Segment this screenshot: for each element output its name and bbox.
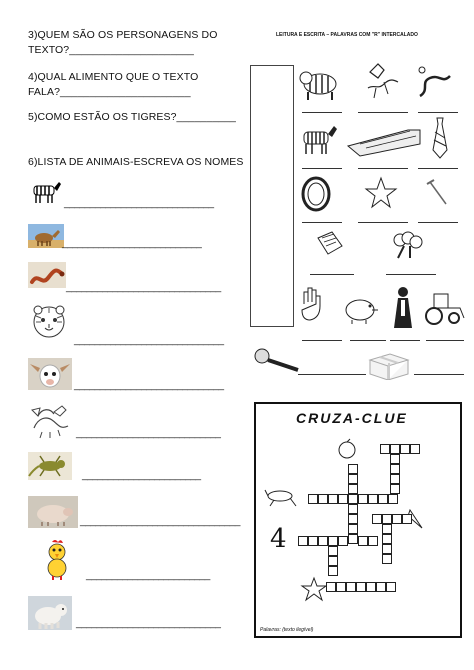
nail-icon — [424, 178, 452, 208]
cricket-clue-icon — [264, 482, 298, 508]
question-6: 6)LISTA DE ANIMAIS-ESCREVA OS NOMES — [28, 156, 244, 168]
microphone-icon — [250, 346, 302, 374]
rooster-icon — [42, 538, 72, 580]
question-4-line-2: FALA?______________________ — [28, 86, 191, 98]
ring-icon — [298, 174, 334, 214]
snake-outline-icon — [414, 62, 454, 102]
answer-line-4[interactable]: _____________________________ — [74, 335, 224, 346]
hand-icon — [298, 280, 328, 322]
crossword-title: CRUZA-CLUE — [296, 410, 408, 426]
zebra-outline-icon — [296, 122, 340, 158]
tractor-icon — [420, 286, 466, 326]
pig-icon — [28, 496, 78, 528]
broccoli-icon — [390, 230, 428, 260]
crossword-footer: Palavras: (texto ilegível) — [260, 627, 314, 633]
crossword-panel — [254, 402, 462, 638]
star-clue-icon — [300, 576, 328, 602]
piggy-bank-icon — [340, 294, 380, 324]
train-icon — [346, 124, 422, 158]
answer-line-7[interactable]: _______________________ — [82, 470, 201, 481]
question-5: 5)COMO ESTÃO OS TIGRES?__________ — [28, 111, 236, 123]
answer-line-8[interactable]: _______________________________ — [80, 516, 241, 527]
snake-icon — [28, 262, 66, 288]
star-icon — [364, 176, 398, 210]
answer-line-9[interactable]: ________________________ — [86, 570, 210, 581]
book-icon — [314, 228, 346, 262]
question-4-line-1: 4)QUAL ALIMENTO QUE O TEXTO — [28, 71, 199, 83]
apple-clue-icon — [336, 438, 358, 460]
word-box — [250, 65, 294, 327]
camel-icon — [28, 224, 64, 248]
crossword-number: 4 — [270, 524, 287, 554]
tiger-face-icon — [28, 302, 70, 340]
tie-icon — [428, 116, 452, 160]
answer-line-10[interactable]: ____________________________ — [76, 618, 221, 629]
question-3-line-1: 3)QUEM SÃO OS PERSONAGENS DO — [28, 29, 218, 41]
answer-line-5[interactable]: _____________________________ — [74, 380, 224, 391]
gift-box-icon — [366, 350, 412, 380]
worksheet-panel — [250, 28, 468, 388]
answer-line-3[interactable]: ______________________________ — [66, 282, 221, 293]
lizard-icon — [28, 452, 72, 480]
tiger-icon — [298, 60, 342, 102]
goat-icon — [28, 358, 72, 390]
dragon-icon — [28, 402, 74, 440]
worksheet-title: LEITURA E ESCRITA – PALAVRAS COM "R" INTERCALADO — [276, 32, 418, 38]
answer-line-6[interactable]: ____________________________ — [76, 428, 221, 439]
polar-bear-icon — [28, 596, 72, 630]
answer-line-2[interactable]: ___________________________ — [62, 238, 202, 249]
dragon-outline-icon — [362, 58, 404, 102]
priest-icon — [388, 284, 418, 330]
zebra-icon — [28, 178, 62, 206]
question-3-line-2: TEXTO?_____________________ — [28, 44, 194, 56]
answer-line-1[interactable]: _____________________________ — [64, 198, 214, 209]
